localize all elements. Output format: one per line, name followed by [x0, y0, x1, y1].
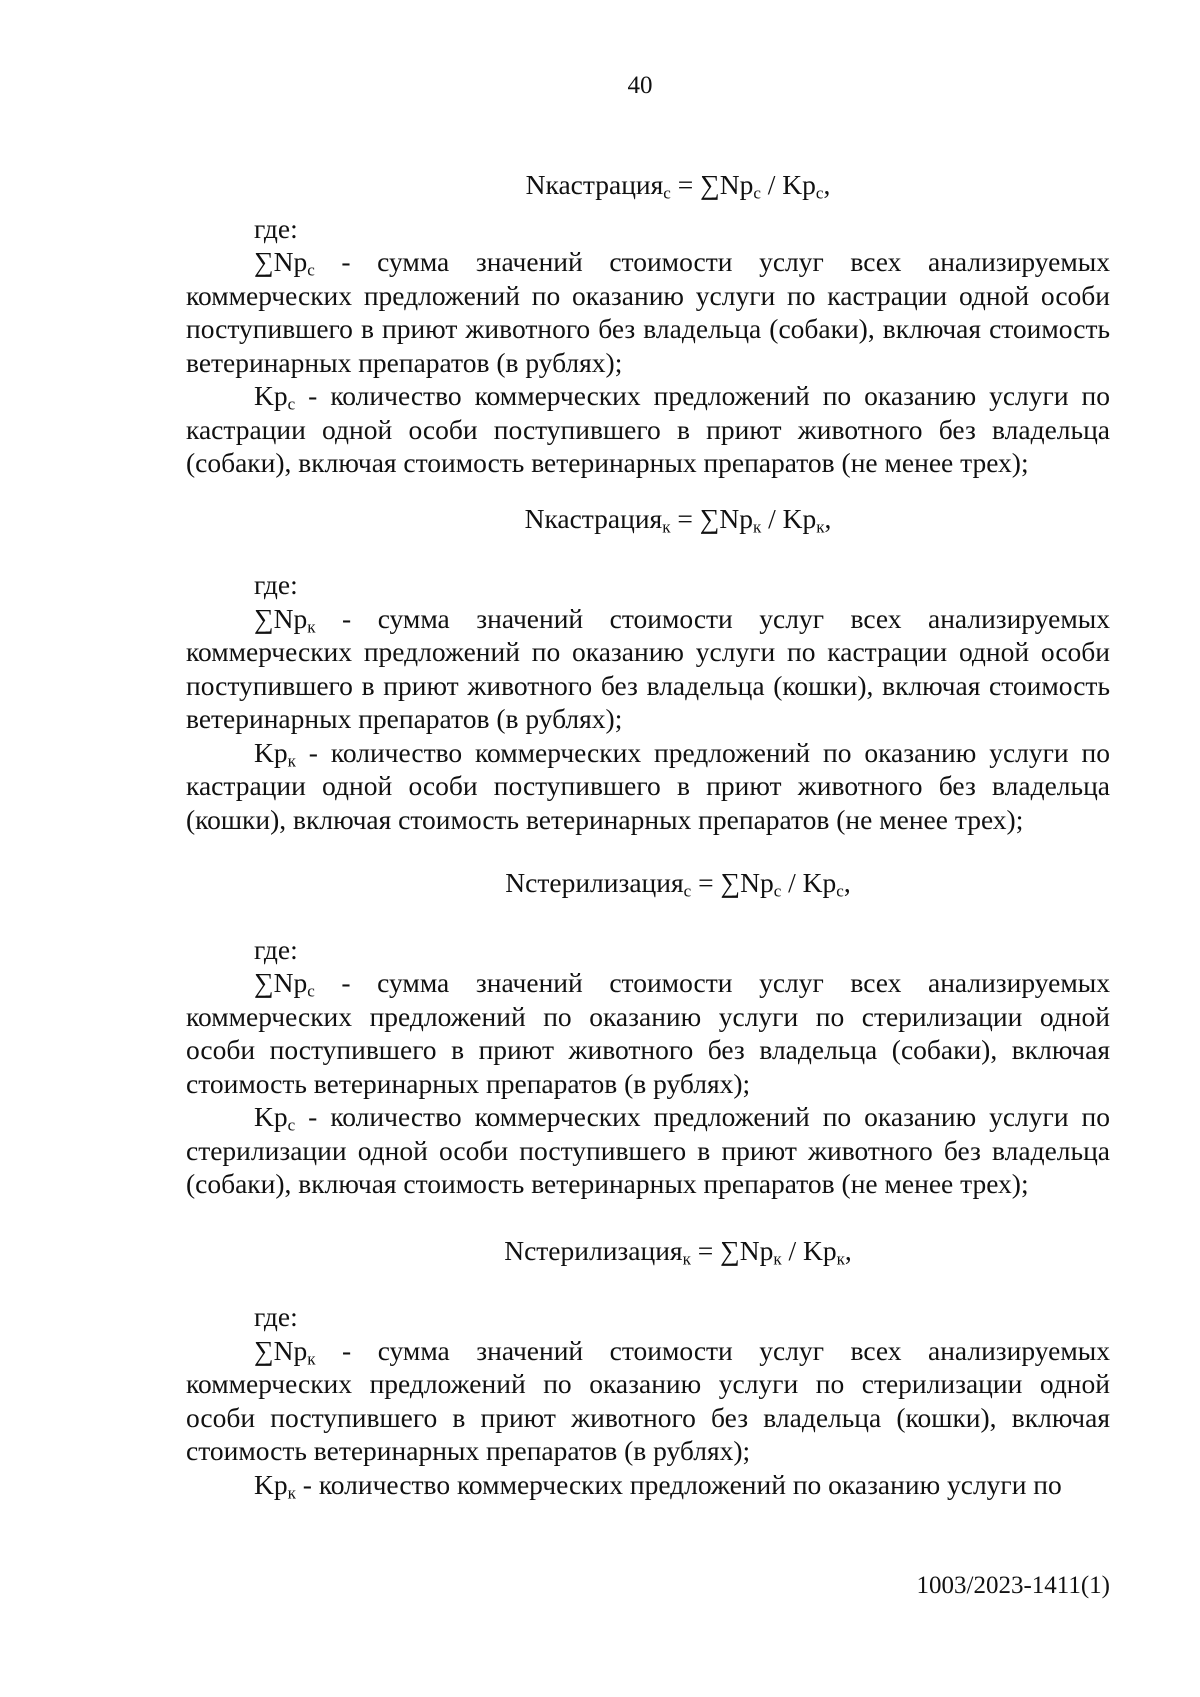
definition-paragraph: $\sum Np_с$ - сумма значений стоимости услуг всех анализируемых коммерческих предложений по оказанию услуги по кастрации одной особи поступившего в приют животного без владельца (собаки), включая стоимость ветеринарных препаратов (в рублях);: [186, 246, 1110, 378]
definition-paragraph: $Kp_с$ - количество коммерческих предложений по оказанию услуги по стерилизации одной особи поступившего в приют животного без владельца (собаки), включая стоимость ветеринарных препаратов (не менее трех);: [186, 1101, 1110, 1199]
formula-castration-dogs: Nкастрация$_с$ = $\sum Np_с / Kp_с$,: [525, 169, 831, 203]
where-label: где:: [254, 1301, 298, 1332]
document-body: [186, 168, 1110, 1501]
definition-paragraph: $Kp_с$ - количество коммерческих предложений по оказанию услуги по кастрации одной особи поступившего в приют животного без владельца (собаки), включая стоимость ветеринарных препаратов (не менее трех);: [186, 380, 1110, 478]
definition-paragraph: $Kp_к$ - количество коммерческих предложений по оказанию услуги по: [254, 1468, 1062, 1502]
formula-sterilization-cats: Nстерилизация$_к$ = $\sum Np_к / Kp_к$,: [504, 1234, 852, 1268]
where-label: где:: [254, 569, 298, 600]
definition-paragraph: $\sum Np_к$ - сумма значений стоимости услуг всех анализируемых коммерческих предложений по оказанию услуги по кастрации одной особи поступившего в приют животного без владельца (кошки), включая стоимость ветеринарных препаратов (в рублях);: [186, 602, 1110, 734]
formula-castration-cats: Nкастрация$_к$ = $\sum Np_к / Kp_к$,: [524, 502, 832, 536]
definition-paragraph: $\sum Np_к$ - сумма значений стоимости услуг всех анализируемых коммерческих предложений по оказанию услуги по стерилизации одной особи поступившего в приют животного без владельца (кошки), включая стоимость ветеринарных препаратов (в рублях);: [186, 1334, 1110, 1466]
where-label: где:: [254, 933, 298, 965]
document-code: 1003/2023-1411(1): [916, 1572, 1110, 1599]
where-label: где:: [254, 212, 298, 244]
page-number: 40: [627, 72, 653, 99]
definition-paragraph: $Kp_к$ - количество коммерческих предложений по оказанию услуги по кастрации одной особи поступившего в приют животного без владельца (кошки), включая стоимость ветеринарных препаратов (не менее трех);: [186, 736, 1110, 835]
definition-paragraph: $\sum Np_с$ - сумма значений стоимости услуг всех анализируемых коммерческих предложений по оказанию услуги по стерилизации одной особи поступившего в приют животного без владельца (собаки), включая стоимость ветеринарных препаратов (в рублях);: [186, 967, 1110, 1099]
formula-sterilization-dogs: Nстерилизация$_с$ = $\sum Np_с / Kp_с$,: [505, 867, 851, 901]
